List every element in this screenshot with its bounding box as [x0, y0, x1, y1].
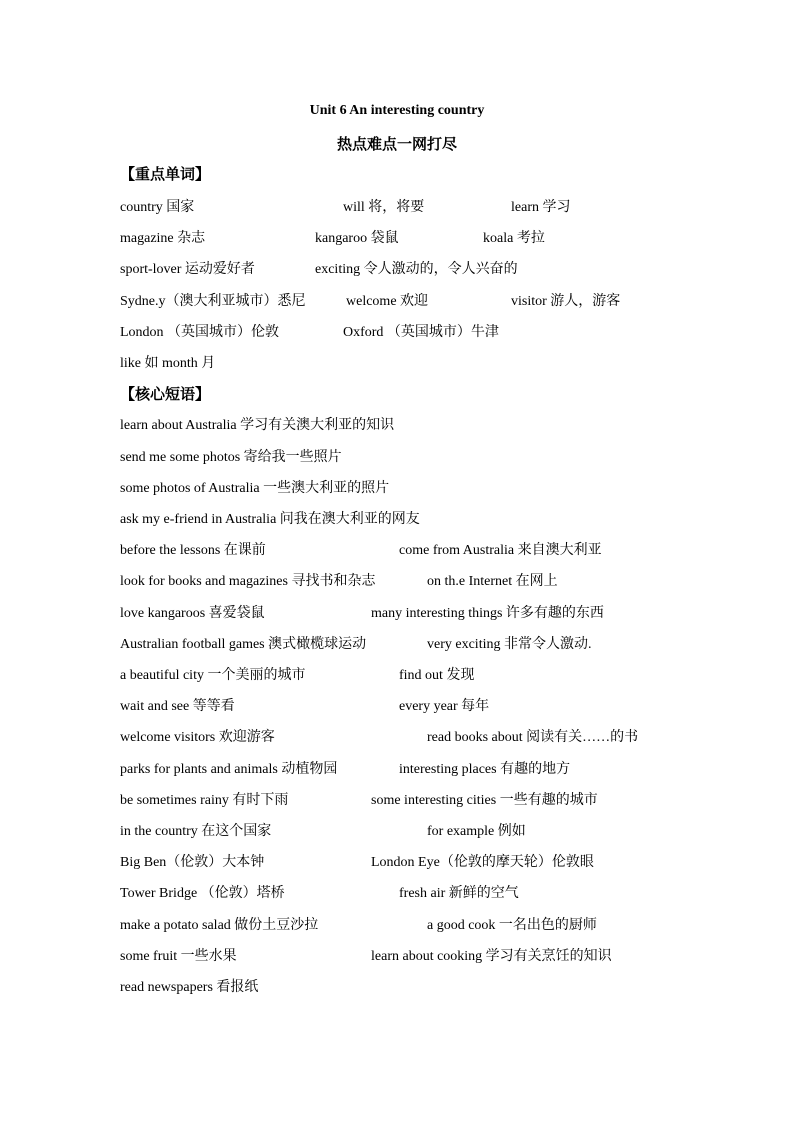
- phrase-entry: for example 例如: [427, 824, 526, 839]
- phrase-row: [0, 414, 794, 434]
- phrase-entry: a beautiful city 一个美丽的城市: [120, 668, 306, 683]
- word-entry: Sydne.y（澳大利亚城市）悉尼: [120, 294, 306, 309]
- word-entry: visitor 游人，游客: [511, 294, 621, 309]
- phrase-entry: wait and see 等等看: [120, 699, 235, 714]
- phrase-entry: ask my e-friend in Australia 问我在澳大利亚的网友: [120, 512, 420, 527]
- phrase-entry: read books about 阅读有关……的书: [427, 730, 639, 745]
- phrase-entry: in the country 在这个国家: [120, 824, 272, 839]
- phrase-entry: very exciting 非常令人激动.: [427, 637, 592, 652]
- phrase-entry: on th.e Internet 在网上: [427, 574, 558, 589]
- phrase-row: [0, 851, 794, 871]
- phrase-entry: read newspapers 看报纸: [120, 980, 259, 995]
- phrase-row: [0, 508, 794, 528]
- phrase-entry: interesting places 有趣的地方: [399, 762, 571, 777]
- phrase-row: [0, 914, 794, 934]
- phrase-entry: learn about cooking 学习有关烹饪的知识: [371, 949, 612, 964]
- section-heading-core-phrases: 【核心短语】: [120, 387, 211, 403]
- word-entry: kangaroo 袋鼠: [315, 231, 399, 246]
- word-entry: will 将，将要: [343, 200, 425, 215]
- word-row: [0, 352, 794, 372]
- word-row: [0, 196, 794, 216]
- phrase-entry: Big Ben（伦敦）大本钟: [120, 855, 265, 870]
- phrase-entry: London Eye（伦敦的摩天轮）伦敦眼: [371, 855, 594, 870]
- phrase-row: [0, 758, 794, 778]
- phrase-entry: love kangaroos 喜爱袋鼠: [120, 606, 265, 621]
- word-entry: like 如 month 月: [120, 356, 216, 371]
- phrase-row: [0, 726, 794, 746]
- phrase-entry: Tower Bridge （伦敦）塔桥: [120, 886, 285, 901]
- phrase-row: [0, 882, 794, 902]
- phrase-entry: come from Australia 来自澳大利亚: [399, 543, 602, 558]
- page-subtitle: 热点难点一网打尽: [336, 137, 457, 153]
- phrase-entry: some fruit 一些水果: [120, 949, 237, 964]
- phrase-entry: send me some photos 寄给我一些照片: [120, 450, 342, 465]
- word-row: [0, 321, 794, 341]
- word-entry: Oxford （英国城市）牛津: [343, 325, 499, 340]
- word-row: [0, 227, 794, 247]
- phrase-row: [0, 633, 794, 653]
- word-entry: London （英国城市）伦敦: [120, 325, 280, 340]
- word-entry: welcome 欢迎: [346, 294, 429, 309]
- phrase-row: [0, 664, 794, 684]
- phrase-row: [0, 570, 794, 590]
- phrase-entry: be sometimes rainy 有时下雨: [120, 793, 289, 808]
- phrase-entry: before the lessons 在课前: [120, 543, 266, 558]
- phrase-row: [0, 477, 794, 497]
- phrase-entry: parks for plants and animals 动植物园: [120, 762, 338, 777]
- phrase-entry: make a potato salad 做份土豆沙拉: [120, 918, 319, 933]
- word-row: [0, 290, 794, 310]
- unit-title: Unit 6 An interesting country: [309, 103, 485, 118]
- phrase-entry: learn about Australia 学习有关澳大利亚的知识: [120, 418, 395, 433]
- phrase-row: [0, 789, 794, 809]
- phrase-row: [0, 976, 794, 996]
- phrase-entry: welcome visitors 欢迎游客: [120, 730, 275, 745]
- phrase-row: [0, 945, 794, 965]
- phrase-row: [0, 446, 794, 466]
- phrase-entry: look for books and magazines 寻找书和杂志: [120, 574, 376, 589]
- word-entry: magazine 杂志: [120, 231, 206, 246]
- word-row: [0, 258, 794, 278]
- word-entry: learn 学习: [511, 200, 571, 215]
- phrase-entry: a good cook 一名出色的厨师: [427, 918, 597, 933]
- phrase-entry: fresh air 新鲜的空气: [399, 886, 519, 901]
- phrase-row: [0, 695, 794, 715]
- phrase-entry: Australian football games 澳式橄榄球运动: [120, 637, 367, 652]
- phrase-entry: many interesting things 许多有趣的东西: [371, 606, 604, 621]
- word-entry: sport-lover 运动爱好者: [120, 262, 255, 277]
- phrase-entry: some photos of Australia 一些澳大利亚的照片: [120, 481, 390, 496]
- phrase-row: [0, 539, 794, 559]
- word-entry: country 国家: [120, 200, 195, 215]
- phrase-row: [0, 820, 794, 840]
- phrase-entry: some interesting cities 一些有趣的城市: [371, 793, 598, 808]
- word-entry: koala 考拉: [483, 231, 545, 246]
- section-heading-key-words: 【重点单词】: [120, 167, 211, 183]
- phrase-entry: find out 发现: [399, 668, 475, 683]
- word-entry: exciting 令人激动的，令人兴奋的: [315, 262, 518, 277]
- phrase-entry: every year 每年: [399, 699, 490, 714]
- phrase-row: [0, 602, 794, 622]
